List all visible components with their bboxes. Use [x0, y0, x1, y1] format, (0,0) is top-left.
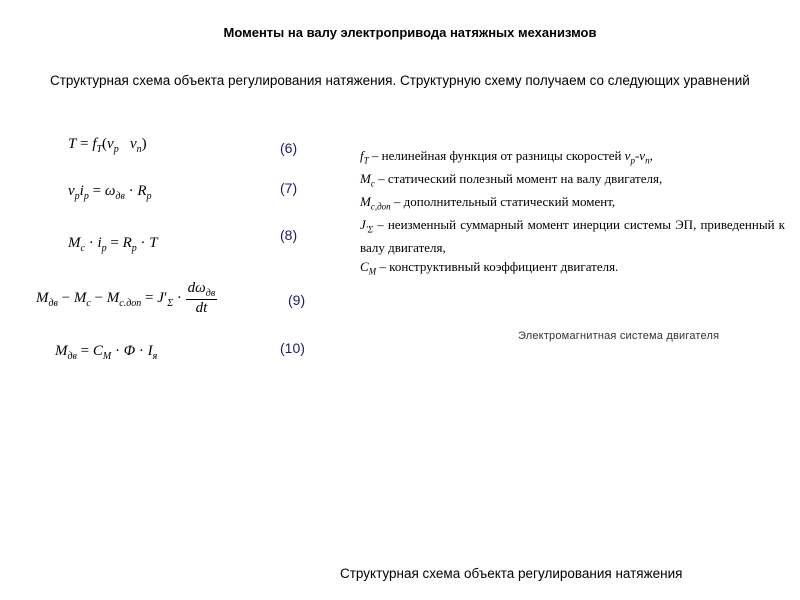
page-title: Моменты на валу электропривода натяжных механизмов: [223, 25, 597, 40]
legend-line-cm: $C_M$ – конструктивный коэффициент двигателя.: [360, 258, 619, 277]
equation-number-9: (9): [288, 292, 306, 308]
equation-7: $v_рi_р = \omega_{дв} \cdot R_р$: [68, 183, 152, 202]
ems-label: Электромагнитная система двигателя: [518, 330, 720, 342]
equation-number-8: (8): [280, 227, 298, 243]
equation-number-6: (6): [280, 140, 298, 156]
equation-6: $T = f_T(v_р$ $v_п$): [68, 136, 147, 155]
equation-number-10: (10): [280, 340, 305, 356]
legend-line-j: $J_{'\Sigma}$ – неизменный суммарный момент инерции системы ЭП, приведенный к валу двигателя,: [360, 217, 785, 256]
equation-number-7: (7): [280, 180, 298, 196]
legend-line-ft: $f_T$ – нелинейная функция от разницы скоростей $v_р-v_п$,: [360, 148, 653, 166]
intro-paragraph: Структурная схема объекта регулирования натяжения. Структурную схему получаем со следующих уравнений: [50, 73, 750, 88]
figure-caption: Структурная схема объекта регулирования натяжения: [340, 566, 683, 581]
symbol-legend: [360, 147, 785, 281]
equation-9: $M_{дв} - M_с - M_{с.доп} = J'_\Sigma$ · $\frac{d\omega_{дв}}{dt}$: [36, 280, 216, 316]
equation-8: $M_с \cdot i_р = R_р \cdot T$: [68, 235, 158, 254]
equation-10: $M_{дв} = C_M \cdot \Phi \cdot I_я$: [55, 343, 158, 362]
legend-line-mc: $M_с$ – статический полезный момент на валу двигателя,: [360, 171, 663, 189]
legend-line-mcdop: $M_{с,доп}$ – дополнительный статический момент,: [360, 194, 616, 212]
